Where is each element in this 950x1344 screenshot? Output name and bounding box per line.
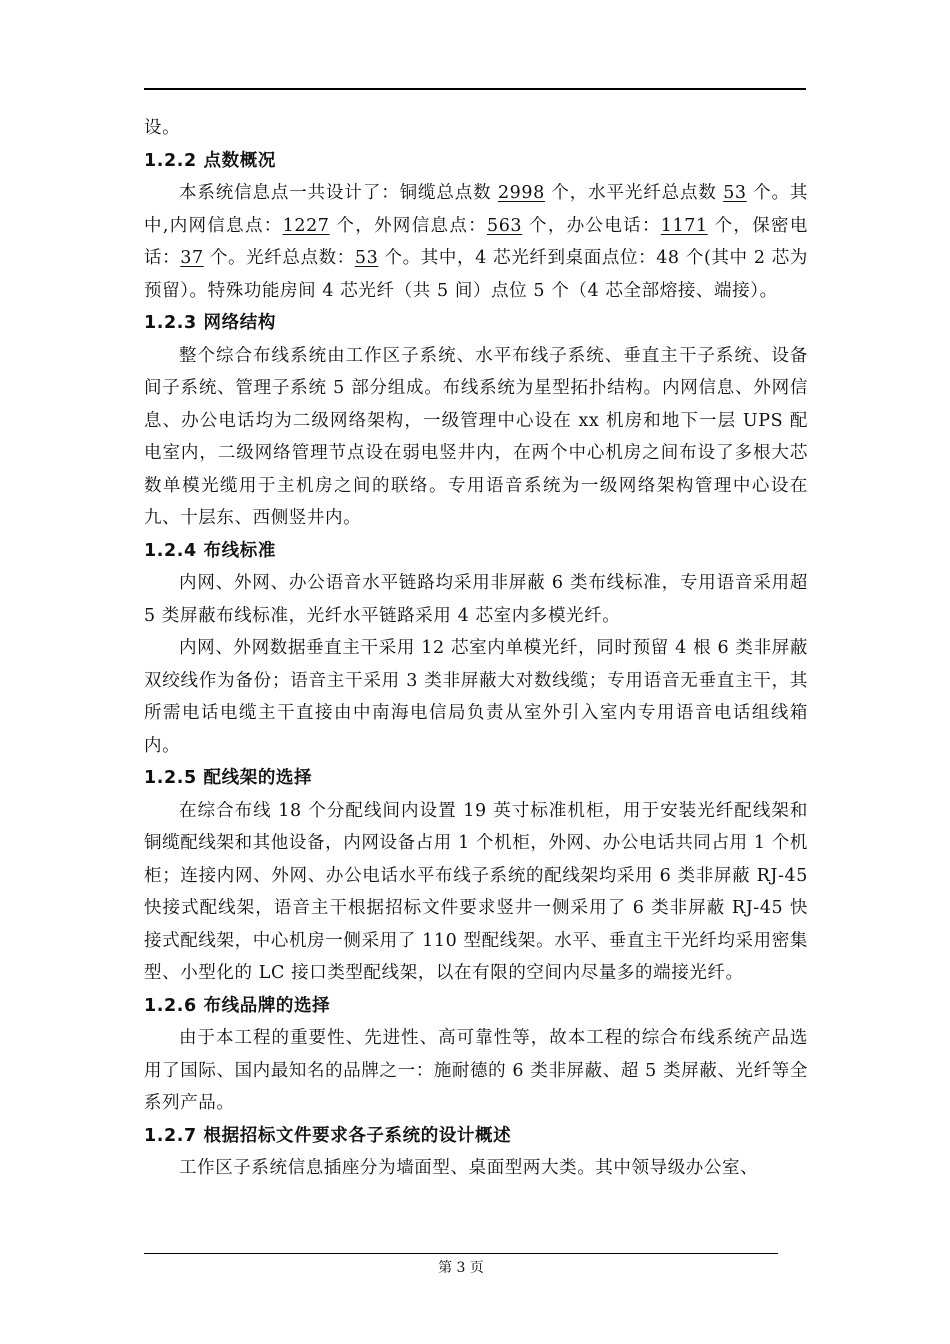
section-heading-1-2-5: 1.2.5 配线架的选择 — [144, 768, 313, 788]
section-heading-1-2-3: 1.2.3 网络结构 — [144, 313, 276, 333]
text-run: 个，办公电话： — [522, 215, 661, 236]
text-run: 个。光纤总点数： — [203, 248, 355, 268]
paragraph-network-structure: 整个综合布线系统由工作区子系统、水平布线子系统、垂直主干子系统、设备间子系统、管理子系统 5 部分组成。布线系统为星型拓扑结构。内网信息、外网信息、办公电话均为二级网络架构，一级管理中心设在 xx 机房和地下一层 UPS 配电室内，二级网络管理节点设在弱电竖井内，在两个中心机房之间布设了多根大芯数单模光缆用于主机房之间的联络。专用语音系统为一级网络架构管理中心设在九、十层东、西侧竖井内。 — [144, 345, 808, 528]
section-heading-1-2-7: 1.2.7 根据招标文件要求各子系统的设计概述 — [144, 1125, 512, 1146]
document-body — [144, 112, 808, 1185]
section-heading-1-2-6: 1.2.6 布线品牌的选择 — [144, 995, 331, 1016]
paragraph-subsystem-overview: 工作区子系统信息插座分为墙面型、桌面型两大类。其中领导级办公室、 — [179, 1158, 759, 1178]
continuation-text: 设。 — [144, 118, 181, 138]
text-run: 个，外网信息点： — [329, 215, 487, 236]
paragraph-cabling-standard-2: 内网、外网数据垂直主干采用 12 芯室内单模光纤，同时预留 4 根 6 类非屏蔽双绞线作为备份；语音主干采用 3 类非屏蔽大对数线缆；专用语音无垂直主干，其所需电话电缆主干直接由中南海电信局负责从室外引入室内专用语音电话组线箱内。 — [144, 638, 808, 756]
text-run: 个，保密电话： — [144, 215, 808, 268]
office-phone-value: 1171 — [660, 215, 708, 236]
footer-rule — [144, 1253, 778, 1254]
page-number: 第 3 页 — [438, 1260, 484, 1276]
fiber-total-value: 53 — [354, 248, 379, 268]
intranet-points-value: 1227 — [282, 215, 330, 236]
text-run: 个，水平光纤总点数 — [544, 183, 724, 203]
text-run: 个。其中，4 芯光纤到桌面点位：48 个(其中 2 芯为预留）。特殊功能房间 4 芯光纤（共 5 间）点位 5 个（4 芯全部熔接、端接）。 — [144, 248, 808, 301]
section-heading-1-2-4: 1.2.4 布线标准 — [144, 540, 276, 561]
section-heading-1-2-2: 1.2.2 点数概况 — [144, 150, 276, 171]
header-rule — [144, 88, 806, 90]
paragraph-brand-selection: 由于本工程的重要性、先进性、高可靠性等，故本工程的综合布线系统产品选用了国际、国内最知名的品牌之一：施耐德的 6 类非屏蔽、超 5 类屏蔽、光纤等全系列产品。 — [144, 1028, 808, 1113]
secure-phone-value: 37 — [180, 248, 204, 268]
paragraph-patch-panel: 在综合布线 18 个分配线间内设置 19 英寸标准机柜，用于安装光纤配线架和铜缆配线架和其他设备，内网设备占用 1 个机柜，外网、办公电话共同占用 1 个机柜；连接内网、外网、办公电话水平布线子系统的配线架均采用 6 类非屏蔽 RJ-45 快接式配线架，语音主干根据招标文件要求竖井一侧采用了 6 类非屏蔽 RJ-45 快接式配线架，中心机房一侧采用了 110 型配线架。水平、垂直主干光纤均采用密集型、小型化的 LC 接口类型配线架，以在有限的空间内尽量多的端接光纤。 — [144, 800, 808, 983]
copper-total-value: 2998 — [497, 183, 545, 203]
paragraph-point-overview — [144, 177, 808, 307]
text-run: 个。其中,内网信息点： — [144, 183, 808, 236]
extranet-points-value: 563 — [486, 215, 523, 236]
text-run: 本系统信息点一共设计了：铜缆总点数 — [179, 183, 498, 203]
paragraph-cabling-standard-1: 内网、外网、办公语音水平链路均采用非屏蔽 6 类布线标准，专用语音采用超 5 类屏蔽布线标准，光纤水平链路采用 4 芯室内多模光纤。 — [144, 573, 808, 626]
fiber-horizontal-value: 53 — [723, 183, 747, 203]
